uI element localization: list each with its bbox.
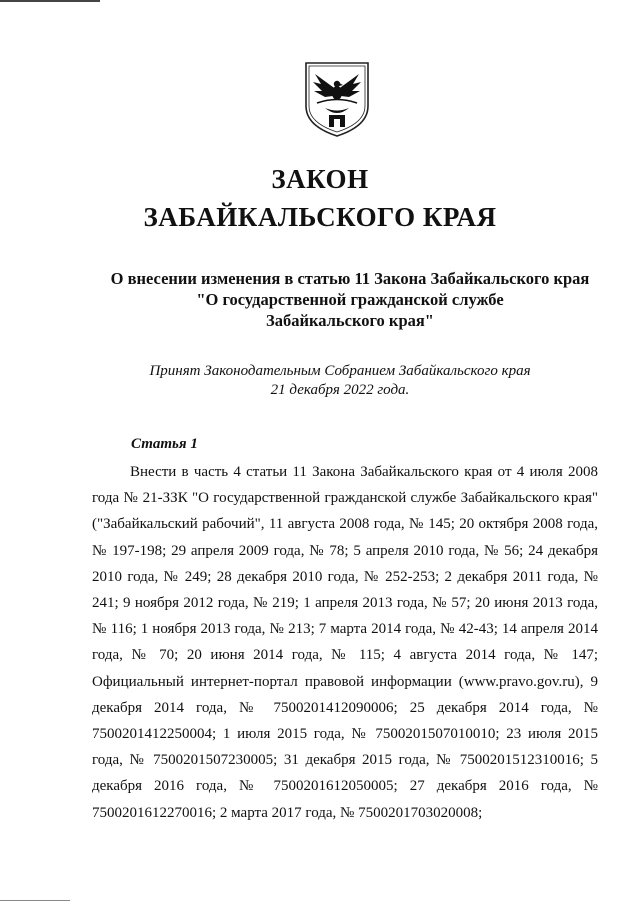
article-heading: Статья 1 (131, 436, 198, 452)
law-subtitle (60, 268, 640, 331)
adoption-line1: Принят Законодательным Собранием Забайкальского края (149, 363, 531, 379)
subtitle-line1: О внесении изменения в статью 11 Закона Забайкальского края (110, 269, 590, 288)
bottom-edge-line (0, 900, 70, 901)
law-title-line2: ЗАБАЙКАЛЬСКОГО КРАЯ (143, 202, 497, 232)
subtitle-line2: "О государственной гражданской службе (196, 290, 504, 309)
coat-of-arms-icon (303, 60, 371, 138)
top-edge-line (0, 0, 100, 2)
subtitle-line3: Забайкальского края" (266, 311, 434, 330)
adoption-note (90, 362, 590, 400)
article-body-text: Внести в часть 4 статьи 11 Закона Забайкальского края от 4 июля 2008 года № 21-ЗЗК "О государственной гражданской службе Забайкальского края" ("Забайкальский рабочий", 11 августа 2008 года, № 145; 20 октября 2008 года, № 197-198; 29 апреля 2009 года, № 78; 5 апреля 2010 года, № 56; 24 декабря 2010 года, № 249; 28 декабря 2010 года, № 252-253; 2 декабря 2011 года, № 241; 9 ноября 2012 года, № 219; 1 апреля 2013 года, № 57; 20 июня 2013 года, № 116; 1 ноября 2013 года, № 213; 7 марта 2014 года, № 42-43; 14 апреля 2014 года, № 70; 20 июня 2014 года, № 115; 4 августа 2014 года, № 147; Официальный интернет-портал правовой информации (www.pravo.gov.ru), 9 декабря 2014 года, № 7500201412090006; 25 декабря 2014 года, № 7500201412250004; 1 июля 2015 года, № 7500201507010010; 23 июля 2015 года, № 7500201507230005; 31 декабря 2015 года, № 7500201512310016; 5 декабря 2016 года, № 7500201612050005; 27 декабря 2016 года, № 7500201612270016; 2 марта 2017 года, № 7500201703020008; (92, 464, 598, 821)
law-title-line1: ЗАКОН (271, 164, 369, 194)
adoption-date: 21 декабря 2022 года. (270, 382, 410, 398)
